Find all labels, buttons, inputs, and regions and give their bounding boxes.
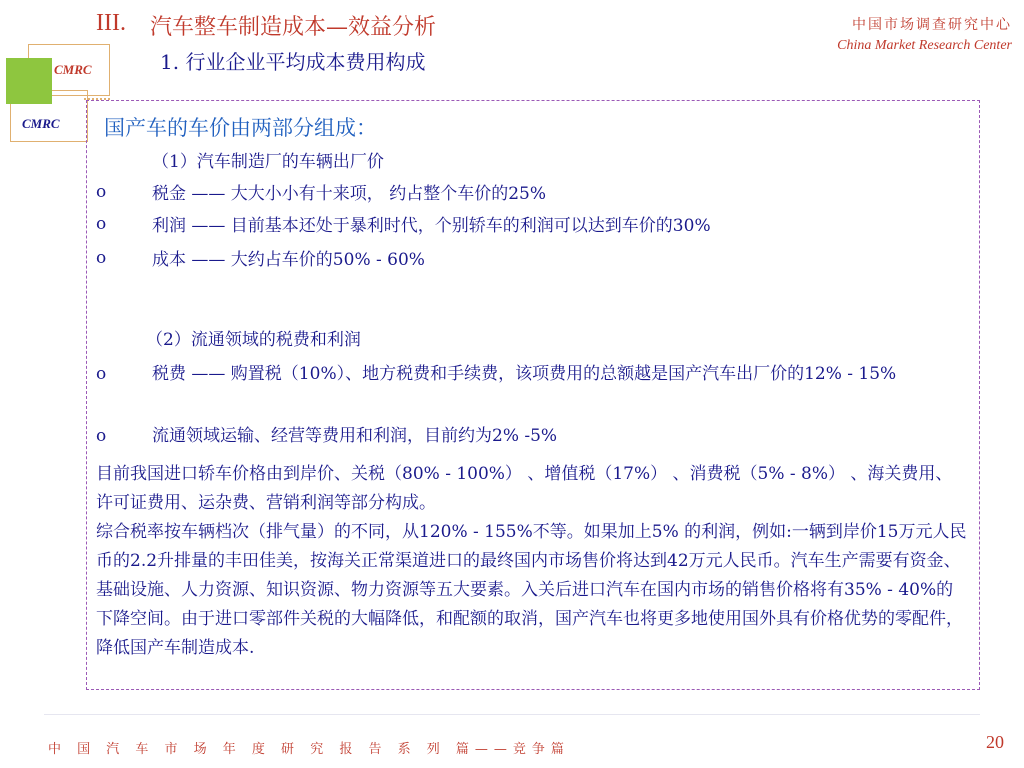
bullet-marker: o [96,182,107,202]
organization-name-en: China Market Research Center [837,38,1012,53]
tax-rate-paragraph: 综合税率按车辆档次（排气量）的不同，从120% - 155%不等。如果加上5% 的利润，例如:一辆到岸价15万元人民币的2.2升排量的丰田佳美，按海关正常渠道进口的最终国内市场售价将达到42万元人民币。汽车生产需要有资金、基础设施、人力资源、知识资源、物力资源等五大要素。入关后进口汽车在国内市场的销售价格将有35% - 40%的下降空间。由于进口零部件关税的大幅降低，和配额的取消，国产汽车也将更多地使用国外具有价格优势的零配件，降低国产车制造成本. [96,522,967,658]
page-title: 汽车整车制造成本—效益分析 [150,15,437,40]
footer-text: 中 国 汽 车 市 场 年 度 研 究 报 告 系 列 篇——竞争篇 [48,742,570,757]
section1-item-profit: 利润 —— 目前基本还处于暴利时代，个别轿车的利润可以达到车价的30% [152,216,711,236]
section1-item-tax: 税金 —— 大大小小有十来项， 约占整个车价的25% [152,184,546,204]
page-subtitle: 1. 行业企业平均成本费用构成 [160,50,426,74]
section1-title: （1）汽车制造厂的车辆出厂价 [152,152,384,172]
bullet-marker: o [96,248,107,268]
import-price-paragraph: 目前我国进口轿车价格由到岸价、关税（80% - 100%） 、增值税（17%） 、消费税（5% - 8%） 、海关费用、许可证费用、运杂费、营销利润等部分构成。 [96,464,953,513]
logo-text-top: CMRC [54,62,92,77]
section2-item-circulation: 流通领域运输、经营等费用和利润，目前约为2% -5% [152,426,558,446]
page-number: 20 [986,732,1004,752]
organization-name-cn: 中国市场调查研究中心 [852,17,1012,33]
logo-text-bottom: CMRC [22,116,60,131]
section1-item-cost: 成本 —— 大约占车价的50% - 60% [152,250,425,270]
section-number: III. [96,10,126,36]
content-heading: 国产车的车价由两部分组成： [104,116,377,140]
section2-item-fees: 税费 —— 购置税（10%）、地方税费和手续费，该项费用的总额越是国产汽车出厂价的12% - 15% [152,364,897,384]
footer-divider [44,714,980,715]
bullet-marker: o [96,364,107,384]
bullet-marker: o [96,426,107,446]
logo-green-square [6,58,52,104]
section2-title: （2）流通领域的税费和利润 [146,330,361,350]
bullet-marker: o [96,214,107,234]
